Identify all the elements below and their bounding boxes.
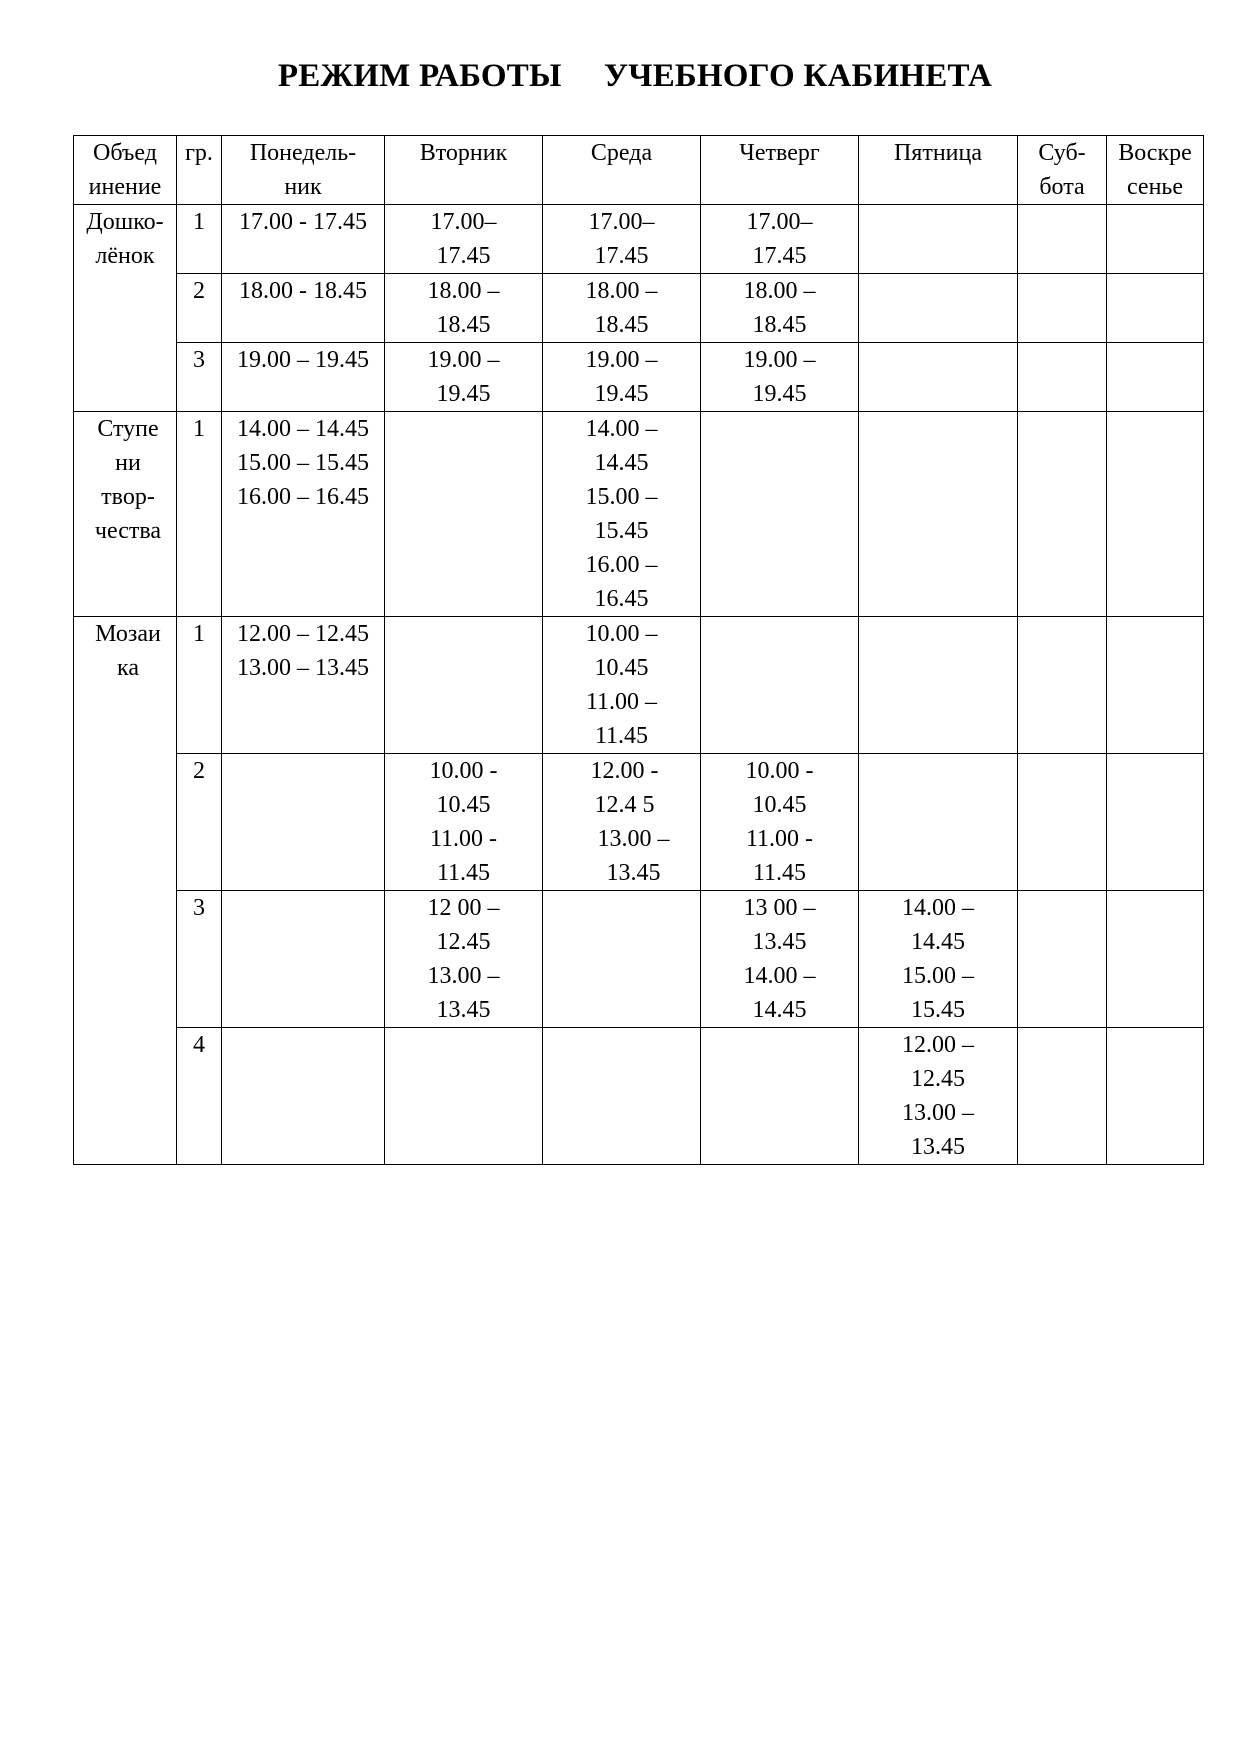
tuesday-cell: 19.00 – 19.45 <box>385 343 543 412</box>
tuesday-cell <box>385 1028 543 1165</box>
sunday-cell <box>1107 205 1204 274</box>
monday-cell <box>222 1028 385 1165</box>
header-saturday: Суб- бота <box>1018 136 1107 205</box>
tuesday-cell: 17.00– 17.45 <box>385 205 543 274</box>
monday-cell <box>222 891 385 1028</box>
monday-cell: 18.00 - 18.45 <box>222 274 385 343</box>
table-row <box>74 1028 1204 1165</box>
friday-cell <box>859 274 1018 343</box>
thursday-cell <box>701 412 859 617</box>
header-wednesday: Среда <box>543 136 701 205</box>
table-row <box>74 274 1204 343</box>
saturday-cell <box>1018 274 1107 343</box>
sunday-cell <box>1107 754 1204 891</box>
association-cell: Ступе ни твор- чества <box>74 412 177 617</box>
friday-cell: 14.00 – 14.45 15.00 – 15.45 <box>859 891 1018 1028</box>
thursday-cell <box>701 617 859 754</box>
monday-cell: 19.00 – 19.45 <box>222 343 385 412</box>
saturday-cell <box>1018 617 1107 754</box>
sunday-cell <box>1107 617 1204 754</box>
friday-cell <box>859 205 1018 274</box>
friday-cell <box>859 343 1018 412</box>
sunday-cell <box>1107 343 1204 412</box>
friday-cell <box>859 617 1018 754</box>
group-cell: 1 <box>177 412 222 617</box>
friday-cell <box>859 412 1018 617</box>
sunday-cell <box>1107 891 1204 1028</box>
wednesday-cell: 17.00– 17.45 <box>543 205 701 274</box>
sunday-cell <box>1107 274 1204 343</box>
thursday-cell: 10.00 - 10.45 11.00 - 11.45 <box>701 754 859 891</box>
group-cell: 1 <box>177 617 222 754</box>
group-cell: 2 <box>177 754 222 891</box>
table-row <box>74 205 1204 274</box>
association-cell: Дошко- лёнок <box>74 205 177 412</box>
monday-cell: 12.00 – 12.45 13.00 – 13.45 <box>222 617 385 754</box>
table-row <box>74 343 1204 412</box>
friday-cell: 12.00 – 12.45 13.00 – 13.45 <box>859 1028 1018 1165</box>
friday-cell <box>859 754 1018 891</box>
wednesday-cell: 14.00 – 14.45 15.00 – 15.45 16.00 – 16.45 <box>543 412 701 617</box>
schedule-table <box>73 135 1204 1165</box>
sunday-cell <box>1107 1028 1204 1165</box>
table-row <box>74 754 1204 891</box>
monday-cell: 17.00 - 17.45 <box>222 205 385 274</box>
group-cell: 1 <box>177 205 222 274</box>
tuesday-cell: 18.00 – 18.45 <box>385 274 543 343</box>
wednesday-cell: 19.00 – 19.45 <box>543 343 701 412</box>
saturday-cell <box>1018 1028 1107 1165</box>
page-title: РЕЖИМ РАБОТЫ УЧЕБНОГО КАБИНЕТА <box>277 58 993 94</box>
saturday-cell <box>1018 891 1107 1028</box>
header-sunday: Воскре сенье <box>1107 136 1204 205</box>
tuesday-cell <box>385 412 543 617</box>
wednesday-cell <box>543 1028 701 1165</box>
group-cell: 4 <box>177 1028 222 1165</box>
saturday-cell <box>1018 205 1107 274</box>
tuesday-cell: 10.00 - 10.45 11.00 - 11.45 <box>385 754 543 891</box>
sunday-cell <box>1107 412 1204 617</box>
monday-cell: 14.00 – 14.45 15.00 – 15.45 16.00 – 16.45 <box>222 412 385 617</box>
table-row <box>74 412 1204 617</box>
wednesday-cell: 12.00 - 12.4 5 13.00 – 13.45 <box>543 754 701 891</box>
header-tuesday: Вторник <box>385 136 543 205</box>
header-friday: Пятница <box>859 136 1018 205</box>
thursday-cell <box>701 1028 859 1165</box>
header-association: Объед инение <box>74 136 177 205</box>
group-cell: 3 <box>177 343 222 412</box>
tuesday-cell: 12 00 – 12.45 13.00 – 13.45 <box>385 891 543 1028</box>
saturday-cell <box>1018 754 1107 891</box>
table-row <box>74 617 1204 754</box>
table-row <box>74 891 1204 1028</box>
thursday-cell: 18.00 – 18.45 <box>701 274 859 343</box>
wednesday-cell: 10.00 – 10.45 11.00 – 11.45 <box>543 617 701 754</box>
header-monday: Понедель- ник <box>222 136 385 205</box>
header-row <box>74 136 1204 205</box>
saturday-cell <box>1018 343 1107 412</box>
thursday-cell: 13 00 – 13.45 14.00 – 14.45 <box>701 891 859 1028</box>
thursday-cell: 19.00 – 19.45 <box>701 343 859 412</box>
wednesday-cell <box>543 891 701 1028</box>
thursday-cell: 17.00– 17.45 <box>701 205 859 274</box>
tuesday-cell <box>385 617 543 754</box>
association-cell: Мозаи ка <box>74 617 177 1165</box>
wednesday-cell: 18.00 – 18.45 <box>543 274 701 343</box>
monday-cell <box>222 754 385 891</box>
group-cell: 2 <box>177 274 222 343</box>
group-cell: 3 <box>177 891 222 1028</box>
header-thursday: Четверг <box>701 136 859 205</box>
saturday-cell <box>1018 412 1107 617</box>
header-group: гр. <box>177 136 222 205</box>
